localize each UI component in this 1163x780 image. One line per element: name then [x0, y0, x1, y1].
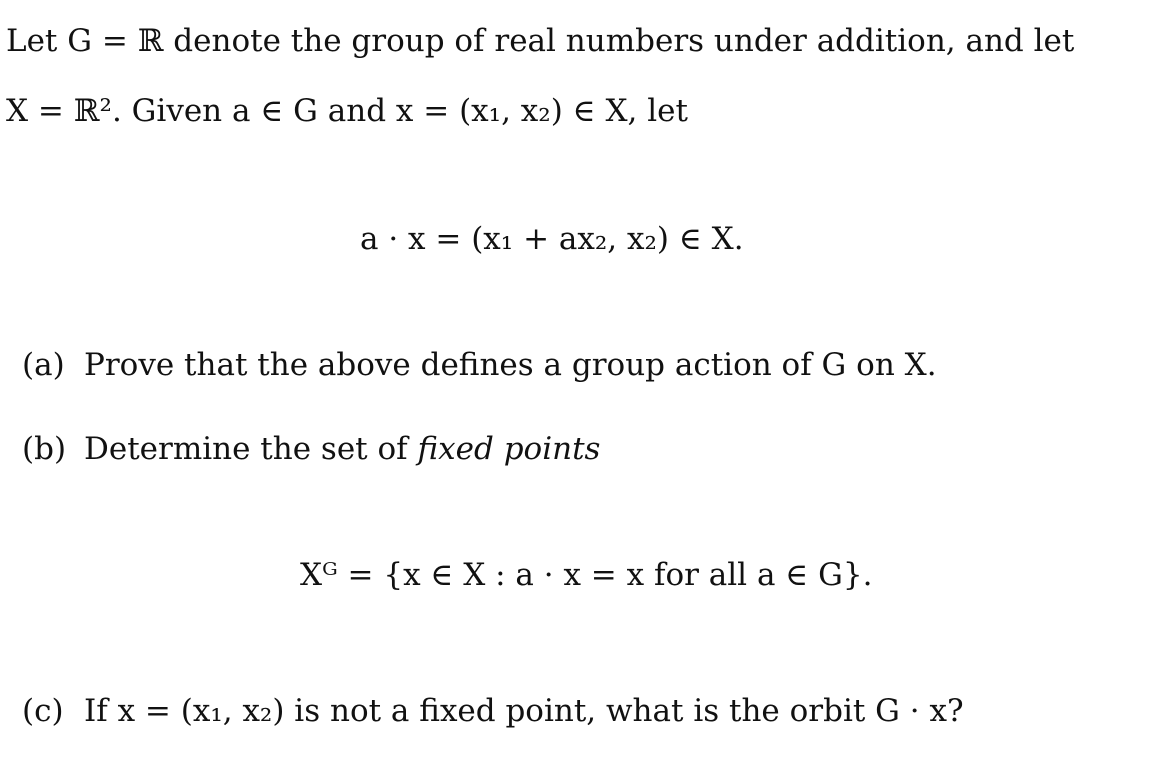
part-c-text: If x = (x₁, x₂) is not a fixed point, what is the orbit G · x? — [84, 693, 964, 729]
action-equation: a · x = (x₁ + ax₂, x₂) ∈ X. — [360, 221, 744, 257]
part-b-text: Determine the set of — [84, 431, 418, 467]
problem-intro-line-2: X = ℝ². Given a ∈ G and x = (x₁, x₂) ∈ X, let — [6, 93, 688, 129]
part-a — [22, 347, 937, 383]
part-b-emphasis: fixed points — [417, 431, 601, 467]
part-c-label: (c) — [22, 693, 64, 729]
part-b-label: (b) — [22, 431, 67, 467]
problem-intro-line-1: Let G = ℝ denote the group of real numbers under addition, and let — [6, 23, 1075, 59]
part-b — [22, 431, 601, 467]
part-a-label: (a) — [22, 347, 65, 383]
part-a-text: Prove that the above defines a group action of G on X. — [84, 347, 937, 383]
fixed-points-equation: Xᴳ = {x ∈ X : a · x = x for all a ∈ G}. — [300, 557, 873, 593]
part-c — [22, 693, 964, 729]
